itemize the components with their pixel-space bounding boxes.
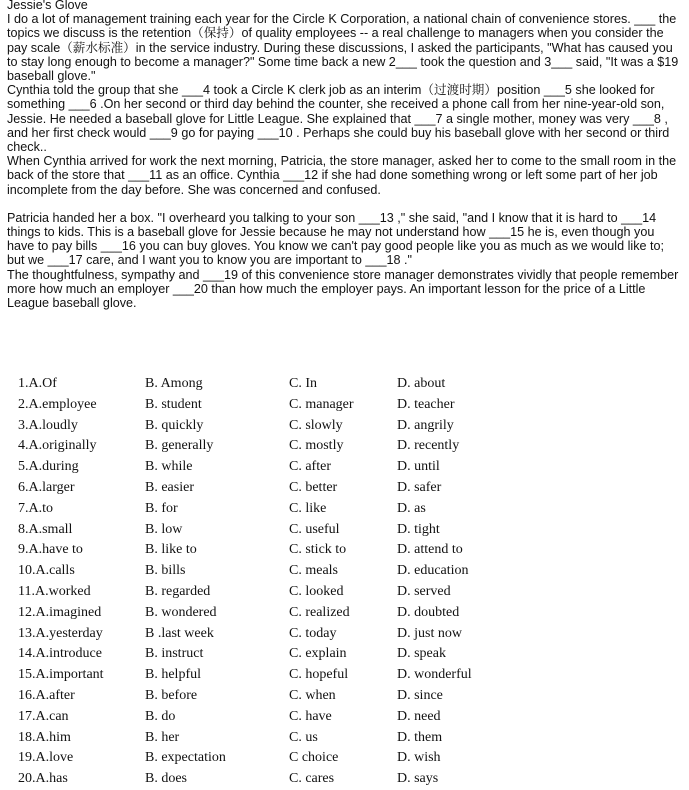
option-b: B. instruct (145, 646, 204, 662)
option-d: D. them (397, 729, 443, 745)
option-b: B. does (145, 771, 187, 787)
option-d: D. as (397, 500, 426, 516)
option-a: 7.A.to (18, 500, 53, 516)
option-c: C. mostly (289, 438, 344, 454)
option-d: D. need (397, 708, 441, 724)
option-row (0, 499, 689, 520)
option-row (0, 707, 689, 728)
paragraph-2: Cynthia told the group that she ___4 took a Circle K clerk job as an interim（过渡时期）position ___5 she looked for something ___6 .On her second or third day behind the counter, she received a phone call from her nine-year-old son, Jessie. He needed a baseball glove for Little League. She explained that ___7 a single mother, money was very ___8 , and her first check would ___9 go for paying ___10 . Perhaps she could buy his baseball glove with her second or third check.. (7, 83, 670, 155)
paragraph-gap (7, 197, 683, 211)
option-d: D. served (397, 583, 451, 599)
option-row (0, 457, 689, 478)
option-row (0, 748, 689, 769)
options-table (0, 374, 689, 790)
option-a: 15.A.important (18, 667, 104, 683)
option-d: D. recently (397, 438, 460, 454)
option-b: B. for (145, 500, 178, 516)
option-b: B. wondered (145, 604, 217, 620)
option-c: C. manager (289, 396, 354, 412)
option-d: D. safer (397, 479, 442, 495)
option-d: D. since (397, 687, 443, 703)
option-c: C. cares (289, 771, 335, 787)
option-row (0, 374, 689, 395)
option-b: B. her (145, 729, 180, 745)
option-d: D. speak (397, 646, 446, 662)
option-row (0, 561, 689, 582)
paragraph-3: When Cynthia arrived for work the next morning, Patricia, the store manager, asked her to come to the small room in the back of the store that ___11 as an office. Cynthia ___12 if she had done something wrong or left some part of her job incomplete from the day before. She was concerned and confused. (7, 154, 677, 197)
option-b: B. Among (145, 376, 203, 391)
option-c: C. better (289, 479, 338, 495)
option-c: C. In (289, 376, 317, 391)
option-a: 11.A.worked (18, 583, 91, 599)
option-d: D. attend to (397, 542, 463, 558)
option-c: C. hopeful (289, 667, 349, 683)
option-c: C. today (289, 625, 337, 641)
option-d: D. teacher (397, 396, 455, 412)
option-a: 18.A.him (18, 729, 71, 745)
option-c: C. slowly (289, 417, 343, 433)
option-d: D. tight (397, 521, 440, 537)
option-d: D. just now (397, 625, 462, 641)
option-d: D. education (397, 563, 469, 579)
option-b: B. helpful (145, 667, 201, 683)
option-row (0, 603, 689, 624)
option-b: B. regarded (145, 583, 211, 599)
option-d: D. wonderful (397, 667, 472, 683)
option-d: D. wish (397, 750, 441, 766)
option-row (0, 478, 689, 499)
option-b: B. low (145, 521, 183, 537)
option-b: B. like to (145, 542, 197, 558)
option-c: C choice (289, 750, 339, 766)
option-a: 20.A.has (18, 771, 68, 787)
option-d: D. until (397, 459, 440, 475)
option-row (0, 520, 689, 541)
option-a: 9.A.have to (18, 542, 83, 558)
option-a: 13.A.yesterday (18, 625, 103, 641)
option-b: B. student (145, 396, 202, 412)
option-b: B. before (145, 687, 198, 703)
option-a: 8.A.small (18, 521, 73, 537)
option-c: C. us (289, 729, 318, 745)
option-row (0, 769, 689, 790)
option-a: 17.A.can (18, 708, 69, 724)
option-d: D. angrily (397, 417, 454, 433)
option-b: B. expectation (145, 750, 226, 766)
option-c: C. realized (289, 604, 350, 620)
option-c: C. stick to (289, 542, 347, 558)
option-b: B. do (145, 708, 176, 724)
paragraph-1: I do a lot of management training each year for the Circle K Corporation, a national chain of convenience stores. ___ the topics we discuss is the retention（保持）of quality employees -- a real challenge to managers when you consider the pay scale（薪水标准）in the service industry. During these discussions, I asked the participants, "What has caused you to stay long enough to become a manager?" Some time back a new 2___ took the question and 3___ said, "It was a $19 baseball glove." (7, 12, 679, 84)
option-b: B .last week (145, 625, 214, 641)
option-c: C. looked (289, 583, 344, 599)
option-row (0, 436, 689, 457)
option-d: D. says (397, 771, 439, 787)
option-a: 1.A.Of (18, 376, 57, 391)
passage (7, 0, 683, 310)
option-c: C. when (289, 687, 336, 703)
option-a: 4.A.originally (18, 438, 97, 454)
option-d: D. doubted (397, 604, 460, 620)
option-row (0, 540, 689, 561)
option-a: 6.A.larger (18, 479, 75, 495)
option-c: C. after (289, 459, 331, 475)
option-c: C. like (289, 500, 327, 516)
option-row (0, 624, 689, 645)
option-row (0, 416, 689, 437)
paragraph-4: Patricia handed her a box. "I overheard you talking to your son ___13 ," she said, "and I know that it is hard to ___14 things to kids. This is a baseball glove for Jessie because he may not understand how ___15 he is, even though you have to pay bills ___16 you can buy gloves. You know we can't pay good people like you as much as we would like to; but we ___17 care, and I want you to know you are important to ___18 ." (7, 210, 664, 268)
option-c: C. useful (289, 521, 340, 537)
option-a: 10.A.calls (18, 563, 75, 579)
option-b: B. bills (145, 563, 186, 579)
option-row (0, 686, 689, 707)
option-b: B. easier (145, 479, 194, 495)
option-a: 19.A.love (18, 750, 74, 766)
option-a: 16.A.after (18, 687, 75, 703)
option-d: D. about (397, 376, 446, 391)
option-row (0, 582, 689, 603)
option-row (0, 665, 689, 686)
option-a: 3.A.loudly (18, 417, 78, 433)
option-row (0, 395, 689, 416)
option-c: C. have (289, 708, 332, 724)
option-a: 14.A.introduce (18, 646, 102, 662)
passage-title: Jessie's Glove (7, 0, 88, 12)
option-row (0, 644, 689, 665)
option-c: C. explain (289, 646, 347, 662)
option-b: B. generally (145, 438, 214, 454)
option-a: 2.A.employee (18, 396, 97, 412)
option-a: 12.A.imagined (18, 604, 102, 620)
option-c: C. meals (289, 563, 338, 579)
option-row (0, 728, 689, 749)
paragraph-5: The thoughtfulness, sympathy and ___19 of this convenience store manager demonstrates vividly that people remember more how much an employer ___20 than how much the employer pays. An important lesson for the price of a Little League baseball glove. (7, 267, 679, 311)
option-b: B. quickly (145, 417, 204, 433)
option-a: 5.A.during (18, 459, 79, 475)
option-b: B. while (145, 459, 193, 475)
